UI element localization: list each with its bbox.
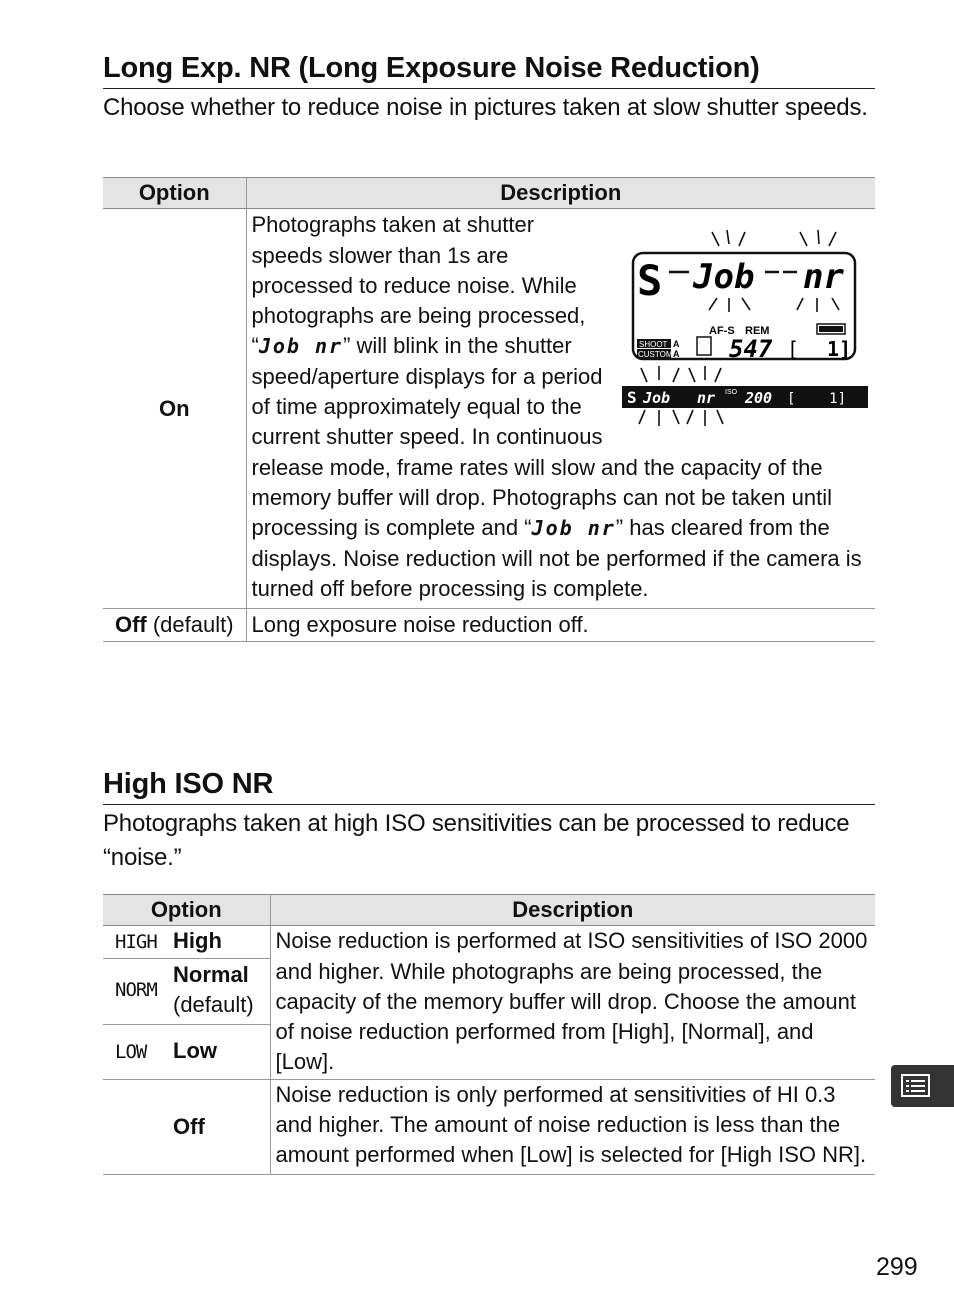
lcd-top-frame-count: 547 — [729, 335, 773, 364]
high-iso-options-table — [103, 894, 875, 1175]
lcd-bottom-iso: ISO — [725, 389, 738, 397]
option-high-label: High — [173, 928, 222, 954]
lcd-top-custom: CUSTOM — [638, 350, 673, 360]
column-header-description: Description — [270, 895, 875, 926]
page-number: 299 — [876, 1253, 918, 1281]
description-on-text-1: Photographs taken at shutter speeds slower than 1s are processed to reduce noise. While photographs are being processed, “ — [251, 212, 586, 359]
lcd-top-bank-a1: A — [673, 339, 680, 350]
description-on-text-2: ” will blink in the shutter speed/aperture displays for a period of time approximately equal to the current shutter speed. In continuous release mode, frame rates will slow and the capacity of the memory buffer will drop. Photographs can not be taken until processing is complete and “ — [251, 333, 832, 541]
lcd-top-bracket: [ — [787, 337, 800, 362]
table-header-row — [103, 895, 875, 926]
section-title-long-exp: Long Exp. NR (Long Exposure Noise Reduction) — [103, 50, 875, 89]
option-normal-default: (default) — [173, 992, 254, 1018]
long-exp-options-table — [103, 177, 875, 642]
description-off: Long exposure noise reduction off. — [246, 609, 875, 642]
description-off-iso: Noise reduction is only performed at sensitivities of HI 0.3 and higher. The amount of noise reduction is less than the amount performed when [Low] is selected for [High ISO NR]. — [270, 1079, 875, 1174]
low-icon: LOW — [115, 1040, 147, 1063]
option-low-label: Low — [173, 1037, 217, 1063]
option-off-iso: Off — [103, 1079, 270, 1174]
option-high — [103, 926, 270, 959]
high-icon: HIGH — [115, 931, 157, 954]
lcd-display-svg — [617, 220, 875, 440]
lcd-job-nr-inline-2: Job nr — [531, 516, 616, 541]
option-off — [103, 609, 246, 642]
option-normal — [103, 959, 270, 1025]
section-intro-high-iso: Photographs taken at high ISO sensitivities can be processed to reduce “noise.” — [103, 810, 850, 871]
column-header-option: Option — [103, 178, 246, 209]
lcd-top-nr: nr — [803, 257, 844, 298]
lcd-bottom-iso-value: 200 — [745, 389, 773, 408]
lcd-top-job: Job — [693, 257, 755, 298]
section-title-high-iso: High ISO NR — [103, 766, 875, 805]
table-row-off — [103, 1079, 875, 1174]
description-on — [246, 209, 875, 609]
description-on-text-3: ” has cleared from the displays. Noise reduction will not be performed if the camera is turned off before processing is complete. — [251, 515, 862, 601]
table-header-row — [103, 178, 875, 209]
lcd-top-count: 1] — [827, 337, 852, 362]
long-exp-section — [103, 50, 875, 125]
description-high-normal-low: Noise reduction is performed at ISO sensitivities of ISO 2000 and higher. While photographs are being processed, the capacity of the memory buffer will drop. Choose the amount of noise reduction performed from [High], [Normal], and [Low]. — [270, 926, 875, 1079]
menu-list-icon — [891, 1065, 954, 1107]
option-low — [103, 1024, 270, 1079]
table-row-off — [103, 609, 875, 642]
side-tab — [891, 1065, 954, 1107]
lcd-bottom-count: [ 1] — [787, 391, 847, 408]
lcd-top-shutter-s: S — [637, 256, 663, 306]
column-header-option: Option — [103, 895, 270, 926]
lcd-top-shoot: SHOOT — [639, 340, 668, 350]
lcd-bottom-job: Job — [643, 389, 671, 408]
option-off-label: Off — [114, 612, 147, 638]
option-normal-label: Normal — [173, 962, 249, 988]
lcd-job-nr-inline-1: Job nr — [258, 334, 344, 359]
norm-icon: NORM — [115, 979, 157, 1002]
table-row-high — [103, 926, 875, 959]
column-header-description: Description — [246, 178, 875, 209]
option-off-default: (default) — [146, 612, 234, 638]
lcd-bottom-s: S — [627, 388, 637, 408]
lcd-bottom-nr: nr — [697, 389, 716, 408]
option-on: On — [103, 209, 246, 609]
high-iso-section — [103, 766, 875, 875]
section-intro-long-exp: Choose whether to reduce noise in pictures taken at slow shutter speeds. — [103, 94, 868, 121]
table-row-on — [103, 209, 875, 609]
lcd-top-bank-a2: A — [673, 349, 680, 360]
lcd-top-rem: REM — [745, 325, 770, 338]
control-panel-illustration — [617, 220, 875, 440]
lcd-top-af-s: AF-S — [709, 325, 735, 338]
